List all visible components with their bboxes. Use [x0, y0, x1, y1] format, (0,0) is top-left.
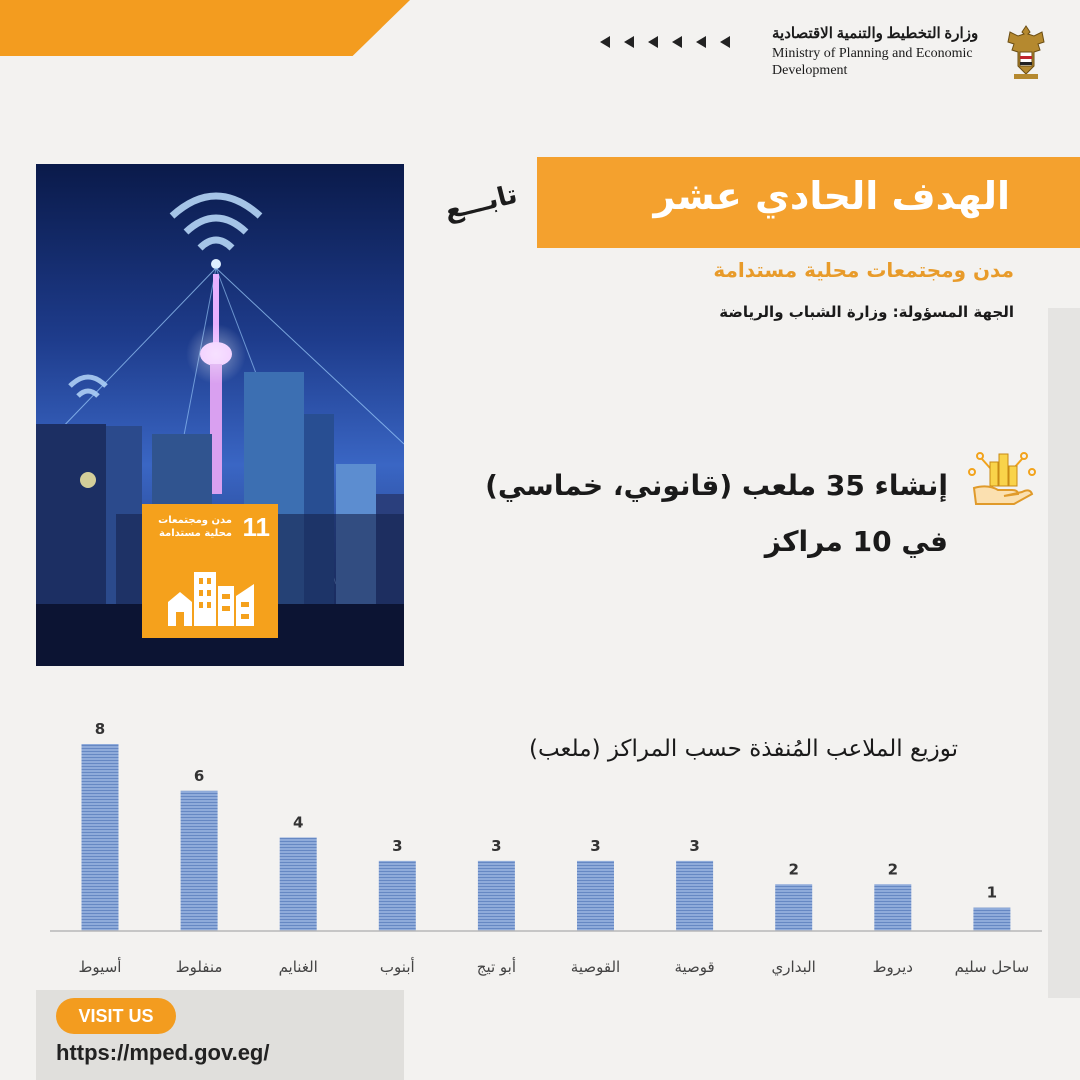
data-label: 2 — [887, 860, 899, 879]
category-label: البداري — [771, 958, 816, 976]
category-label: أبو تيج — [476, 958, 517, 976]
data-label: 6 — [193, 766, 205, 785]
category-label: أبنوب — [379, 958, 415, 976]
bar-6 — [577, 861, 614, 931]
arrows-decoration — [600, 36, 730, 48]
data-label: 2 — [788, 860, 799, 879]
category-label: الغنايم — [278, 958, 318, 976]
top-accent-bar — [0, 0, 410, 56]
bar-10 — [973, 908, 1010, 931]
ministry-name-en: Ministry of Planning and Economic — [772, 46, 973, 61]
eagle-emblem-icon — [1006, 22, 1046, 82]
data-label: 3 — [491, 836, 502, 855]
category-label: القوصية — [570, 958, 621, 976]
bar-5 — [478, 861, 515, 931]
arrow-left-icon — [672, 36, 682, 48]
data-label: 3 — [590, 836, 601, 855]
category-label: ساحل سليم — [954, 958, 1030, 976]
goal-title: الهدف الحادي عشر — [653, 174, 1010, 218]
data-label: 1 — [986, 883, 998, 902]
goal-subtitle: مدن ومجتمعات محلية مستدامة — [713, 258, 1014, 282]
category-label: قوصية — [674, 958, 715, 976]
city-buildings-icon — [166, 562, 256, 628]
responsible-entity: الجهة المسؤولة: وزارة الشباب والرياضة — [719, 303, 1014, 321]
bar-1 — [82, 744, 119, 931]
arrow-left-icon — [696, 36, 706, 48]
hand-city-icon — [968, 448, 1036, 506]
category-label: أسيوط — [78, 958, 122, 976]
arrow-left-icon — [648, 36, 658, 48]
bar-8 — [775, 884, 812, 931]
data-label: 3 — [392, 836, 403, 855]
arrow-left-icon — [600, 36, 610, 48]
highlight-text: إنشاء 35 ملعب (قانوني، خماسي) في 10 مراكز — [485, 469, 948, 558]
bar-2 — [181, 791, 218, 931]
data-label: 8 — [94, 720, 106, 738]
bar-chart — [0, 700, 1080, 990]
bar-7 — [676, 861, 713, 931]
sdg-label: مدن ومجتمعات محلية مستدامة — [158, 515, 232, 539]
category-label: ديروط — [872, 958, 913, 976]
bar-3 — [280, 838, 317, 932]
followup-label: تابـــع — [441, 179, 521, 227]
data-label: 3 — [689, 836, 700, 855]
website-link[interactable]: https://mped.gov.eg/ — [56, 1040, 270, 1065]
ministry-name-en-2: Development — [772, 63, 848, 78]
visit-us-button[interactable]: VISIT US — [56, 998, 176, 1034]
arrow-left-icon — [624, 36, 634, 48]
sdg-number: 11 — [242, 512, 270, 542]
goal-banner — [537, 157, 1080, 248]
ministry-name-ar: وزارة التخطيط والتنمية الاقتصادية — [772, 26, 979, 42]
bar-4 — [379, 861, 416, 931]
sdg-11-badge — [142, 504, 278, 638]
category-label: منفلوط — [175, 958, 223, 976]
city-photo — [36, 164, 404, 666]
arrow-left-icon — [720, 36, 730, 48]
chart-title: توزيع الملاعب المُنفذة حسب المراكز (ملعب) — [528, 736, 958, 762]
ministry-name — [772, 26, 1004, 79]
data-label: 4 — [292, 813, 304, 832]
bar-9 — [874, 884, 911, 931]
